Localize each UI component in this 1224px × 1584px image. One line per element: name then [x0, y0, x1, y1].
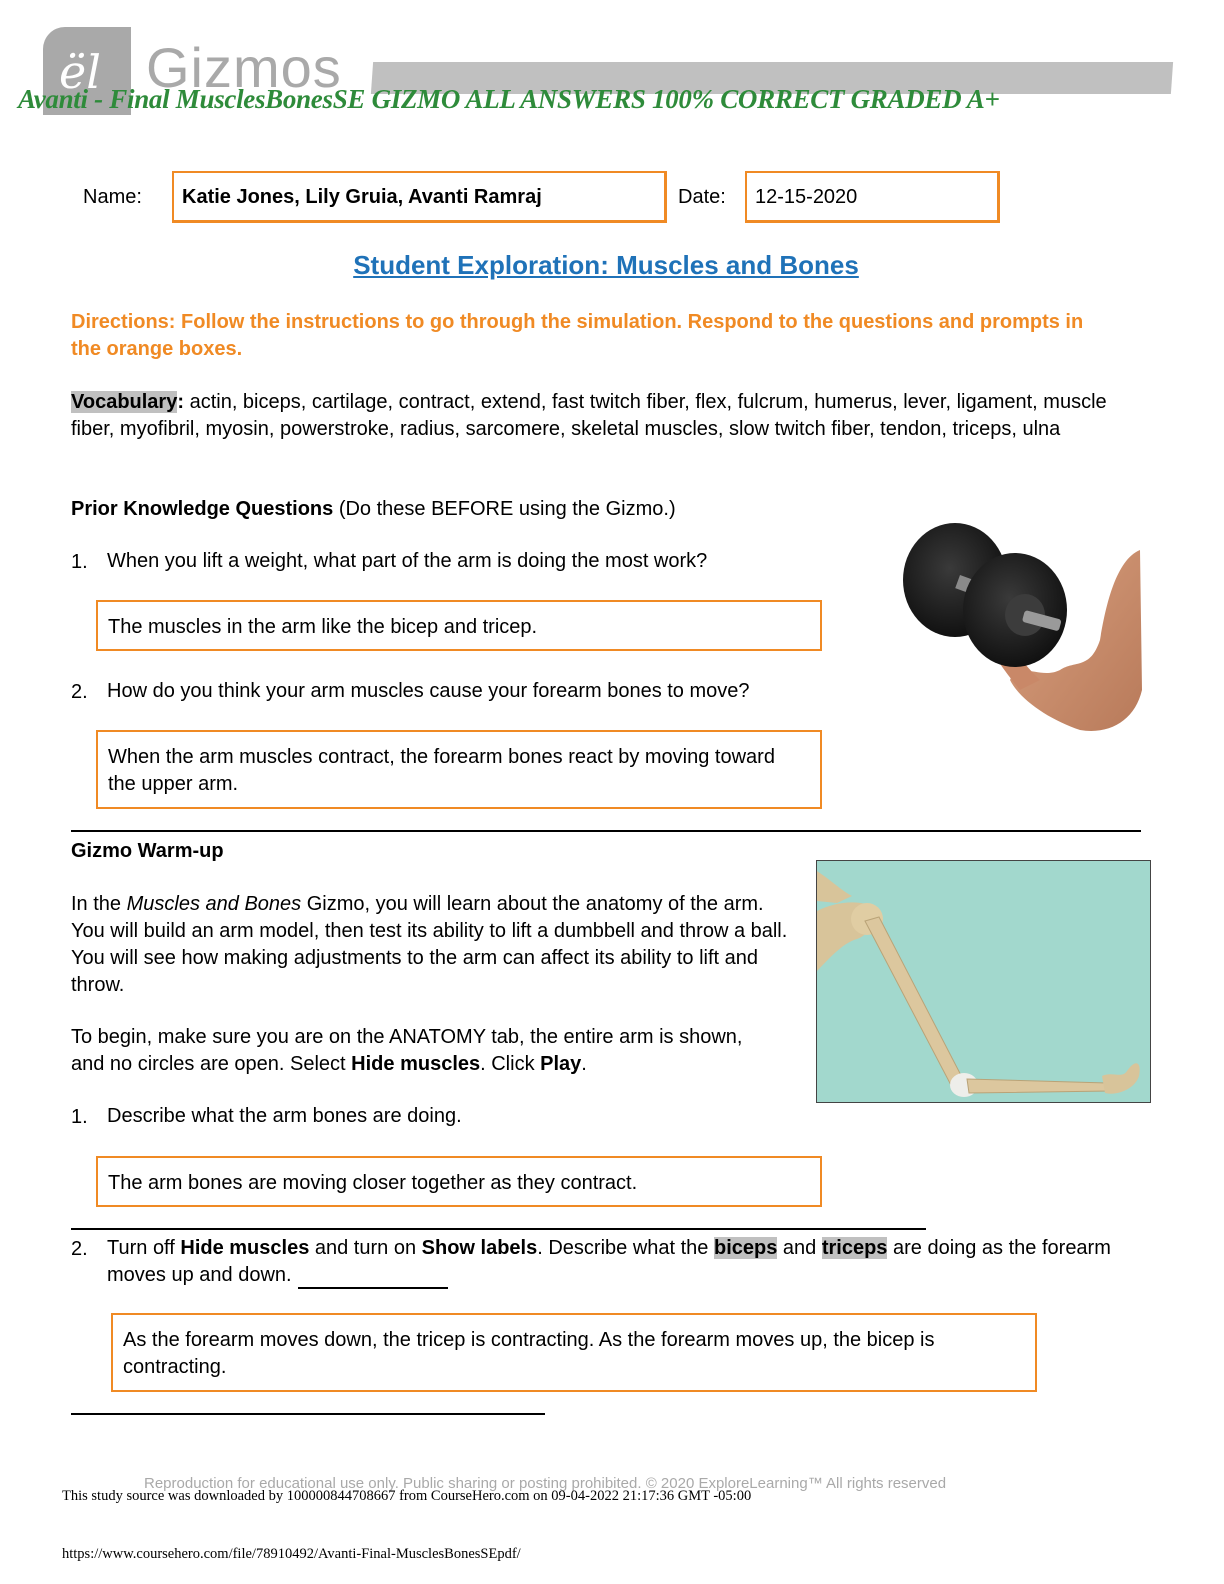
clavicle: [817, 871, 852, 903]
date-label: Date:: [678, 186, 726, 208]
radius-ulna: [967, 1079, 1109, 1093]
pk-answer-1[interactable]: The muscles in the arm like the bicep and tricep.: [96, 600, 822, 651]
pk-question-2-number: 2.: [71, 681, 88, 703]
vocabulary-colon: :: [177, 391, 185, 413]
q2-text-part: Turn off: [107, 1237, 181, 1259]
prior-knowledge-title: Prior Knowledge Questions: [71, 498, 334, 520]
document-banner: Avanti - Final MusclesBonesSE GIZMO ALL ANSWERS 100% CORRECT GRADED A+: [18, 84, 1000, 114]
play-term: Play: [540, 1053, 582, 1075]
pk-answer-2[interactable]: When the arm muscles contract, the forearm bones react by moving toward the upper arm.: [96, 730, 822, 809]
reproduction-notice: Reproduction for educational use only. Public sharing or posting prohibited. © 2020 ExploreLearning™ All rights reserved: [144, 1475, 947, 1492]
biceps-term: biceps: [713, 1237, 778, 1259]
warmup-question-1-number: 1.: [71, 1106, 88, 1128]
warmup-question-2-number: 2.: [71, 1238, 88, 1260]
warmup-intro: [71, 891, 791, 999]
name-field[interactable]: Katie Jones, Lily Gruia, Avanti Ramraj: [172, 171, 667, 223]
page-title-wrap: [0, 250, 1224, 281]
q2-text-part: and turn on: [309, 1237, 422, 1259]
warmup-begin-prefix: To begin, make sure you are on the ANATOMY tab, the entire arm is shown, and no circles are open. Select: [71, 1026, 743, 1075]
arm-bones-image: [816, 860, 1151, 1103]
dumbbell-arm-illustration: [900, 520, 1145, 735]
blank-line: [298, 1269, 448, 1289]
triceps-term: triceps: [821, 1237, 888, 1259]
warmup-intro-suffix: Gizmo, you will learn about the anatomy of the arm. You will build an arm model, then test its ability to lift a dumbbell and throw a ball. You will see how making adjustments to the arm can affect its ability to lift and throw.: [71, 893, 788, 996]
q2-text-part: are doing as the forearm moves up and down.: [107, 1237, 1111, 1286]
pk-question-1-number: 1.: [71, 551, 88, 573]
vocabulary-terms: actin, biceps, cartilage, contract, extend, fast twitch fiber, flex, fulcrum, humerus, lever, ligament, muscle fiber, myofibril, myosin, powerstroke, radius, sarcomere, skeletal muscles, slow twitch fiber, tendon, triceps, ulna: [71, 391, 1107, 440]
source-url[interactable]: https://www.coursehero.com/file/78910492/Avanti-Final-MusclesBonesSEpdf/: [62, 1546, 521, 1562]
name-label: Name:: [83, 186, 142, 208]
gizmos-wordmark: Gizmos: [146, 36, 342, 99]
pk-question-1-text: When you lift a weight, what part of the arm is doing the most work?: [107, 550, 708, 572]
arm-bones-illustration: [817, 861, 1151, 1103]
warmup-question-2-text: [107, 1235, 1147, 1289]
warmup-intro-prefix: In the: [71, 893, 127, 915]
hide-muscles-term: Hide muscles: [351, 1053, 481, 1075]
humerus: [865, 917, 965, 1089]
dumbbell-arm-image: [900, 520, 1145, 735]
warmup-answer-2[interactable]: As the forearm moves down, the tricep is contracting. As the forearm moves up, the bicep is contracting.: [111, 1313, 1037, 1392]
page-title: Student Exploration: Muscles and Bones: [353, 250, 859, 280]
hand-bones: [1102, 1063, 1140, 1093]
q2-text-part: . Describe what the: [537, 1237, 714, 1259]
question-divider: [71, 1228, 926, 1230]
warmup-begin: [71, 1024, 761, 1078]
warmup-intro-gizmo-name: Muscles and Bones: [126, 893, 302, 915]
show-labels-term: Show labels: [421, 1237, 538, 1259]
warmup-begin-end: .: [581, 1053, 587, 1075]
warmup-begin-mid: . Click: [480, 1053, 541, 1075]
vocabulary-label: Vocabulary: [71, 391, 178, 413]
warmup-heading: Gizmo Warm-up: [71, 840, 224, 862]
section-divider: [71, 830, 1141, 832]
warmup-answer-1[interactable]: The arm bones are moving closer together as they contract.: [96, 1156, 822, 1207]
q2-text-part: and: [777, 1237, 822, 1259]
download-source-notice: This study source was downloaded by 100000844708667 from CourseHero.com on 09-04-2022 21:17:36 GMT -05:00: [62, 1488, 752, 1504]
warmup-question-1-text: Describe what the arm bones are doing.: [107, 1105, 462, 1127]
date-field[interactable]: 12-15-2020: [745, 171, 1000, 223]
el-logo-glyph: ël: [59, 45, 101, 99]
pk-question-2-text: How do you think your arm muscles cause your forearm bones to move?: [107, 680, 750, 702]
closing-divider: [71, 1413, 545, 1415]
prior-knowledge-heading: [71, 496, 676, 523]
vocabulary: [71, 389, 1141, 443]
prior-knowledge-note: (Do these BEFORE using the Gizmo.): [333, 498, 676, 520]
directions: Directions: Follow the instructions to go through the simulation. Respond to the questions and prompts in the orange boxes.: [71, 311, 1084, 360]
hide-muscles-term: Hide muscles: [180, 1237, 310, 1259]
